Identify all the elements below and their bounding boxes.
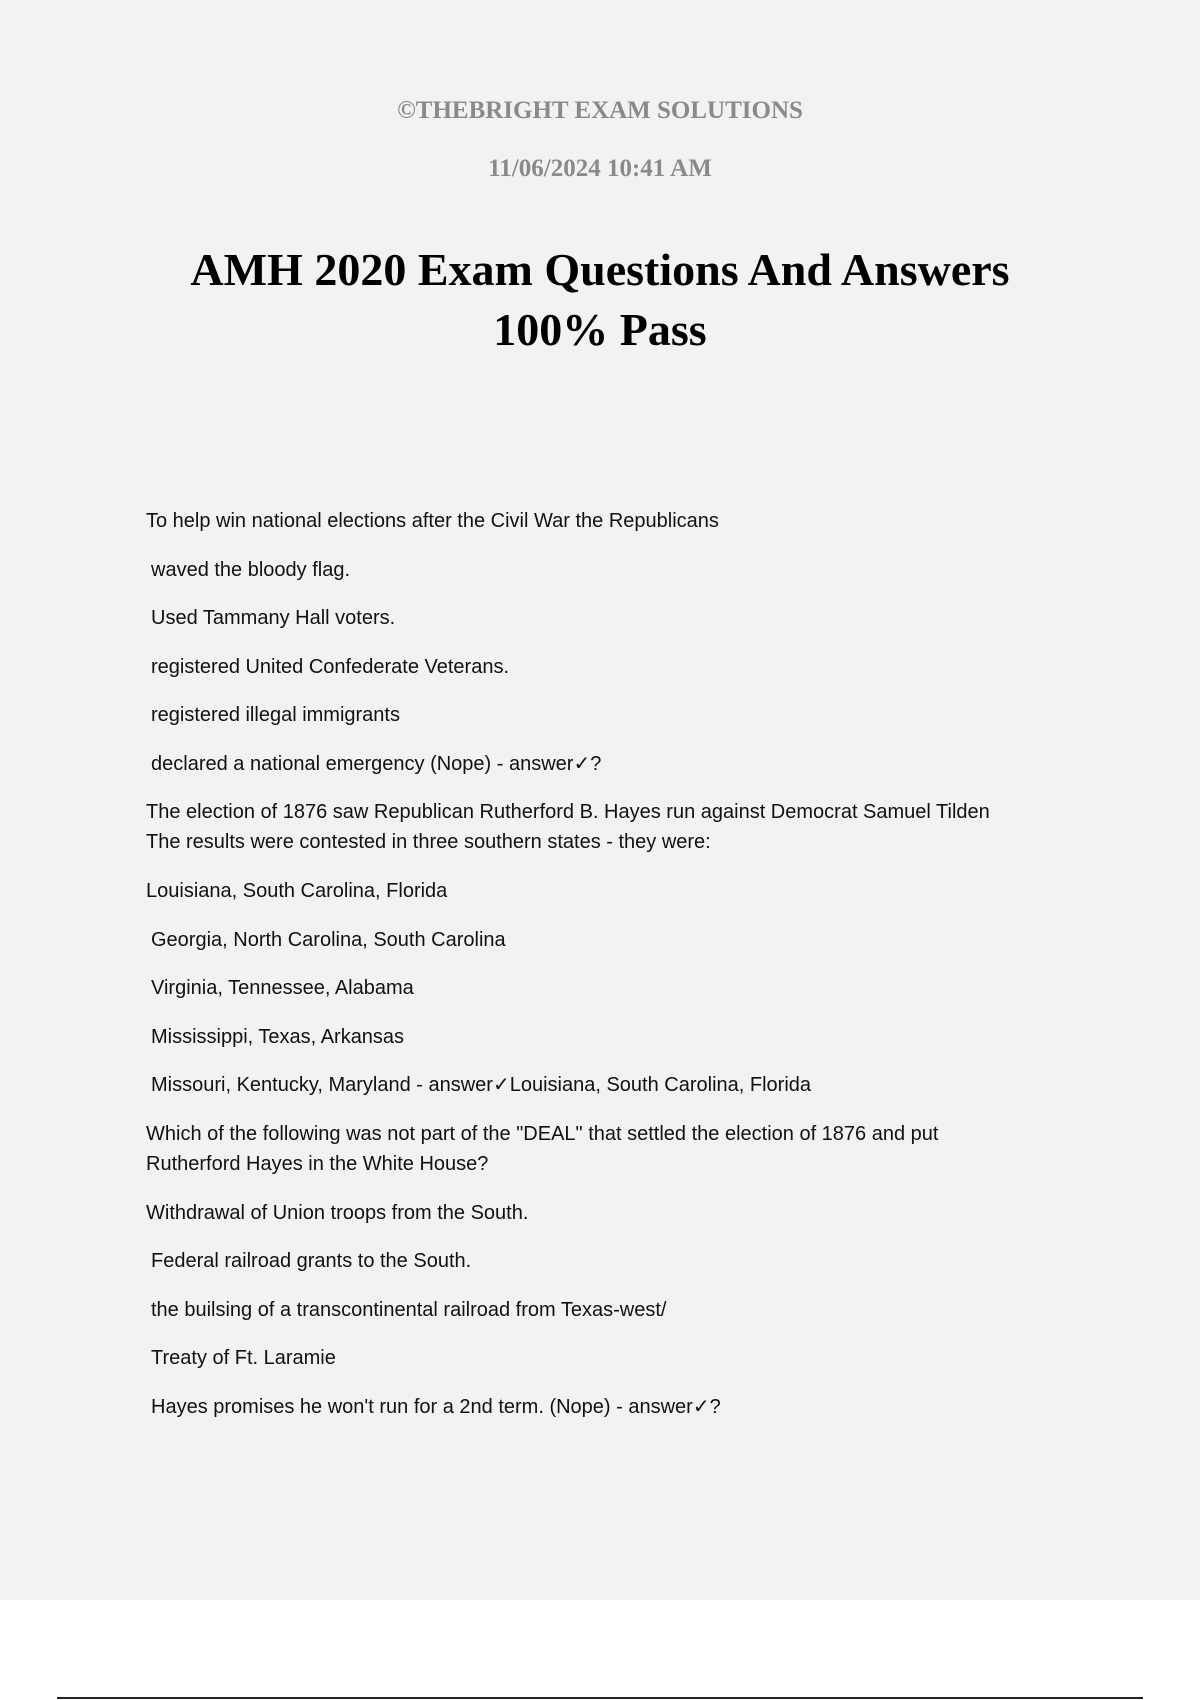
page-title-line-1: AMH 2020 Exam Questions And Answers: [190, 244, 1010, 295]
question-3-option-1: Withdrawal of Union troops from the South.: [146, 1201, 529, 1224]
question-2-option-5: Missouri, Kentucky, Maryland - answer✓Louisiana, South Carolina, Florida: [151, 1074, 812, 1096]
question-3-option-4: Treaty of Ft. Laramie: [151, 1347, 336, 1369]
question-2-text: [146, 797, 1086, 876]
question-3-option-3: the builsing of a transcontinental railroad from Texas-west/: [151, 1298, 667, 1321]
question-1-option-5: declared a national emergency (Nope) - answer✓?: [151, 752, 602, 775]
question-3-text-line-2: Rutherford Hayes in the White House?: [146, 1152, 489, 1175]
question-2-text-line-2: The results were contested in three southern states - they were:: [146, 831, 711, 853]
question-1-option-4: registered illegal immigrants: [151, 704, 400, 726]
question-2-option-2: Georgia, North Carolina, South Carolina: [151, 928, 506, 951]
footer-divider: [57, 1697, 1143, 1699]
question-1-option-1: waved the bloody flag.: [151, 558, 351, 581]
question-list: [146, 506, 1086, 1440]
question-2-option-4: Mississippi, Texas, Arkansas: [151, 1025, 405, 1048]
question-1-option-3: registered United Confederate Veterans.: [151, 655, 509, 678]
page-title: [100, 240, 1100, 360]
question-3-text: [146, 1119, 1086, 1198]
page-title-line-2: 100% Pass: [493, 304, 707, 355]
question-3-text-line-1: Which of the following was not part of the "DEAL" that settled the election of 1876 and put: [146, 1122, 939, 1145]
question-1-text: To help win national elections after the Civil War the Republicans: [146, 510, 719, 532]
document-datetime: 11/06/2024 10:41 AM: [488, 155, 712, 182]
question-3-option-2: Federal railroad grants to the South.: [151, 1250, 472, 1272]
question-1-option-2: Used Tammany Hall voters.: [151, 607, 396, 629]
question-2-option-3: Virginia, Tennessee, Alabama: [151, 977, 414, 999]
question-2-text-line-1: The election of 1876 saw Republican Rutherford B. Hayes run against Democrat Samuel Tilden: [146, 801, 990, 823]
copyright-notice: ©THEBRIGHT EXAM SOLUTIONS: [397, 97, 803, 124]
question-3-option-5: Hayes promises he won't run for a 2nd term. (Nope) - answer✓?: [151, 1395, 721, 1418]
question-2-option-1: Louisiana, South Carolina, Florida: [146, 880, 448, 902]
